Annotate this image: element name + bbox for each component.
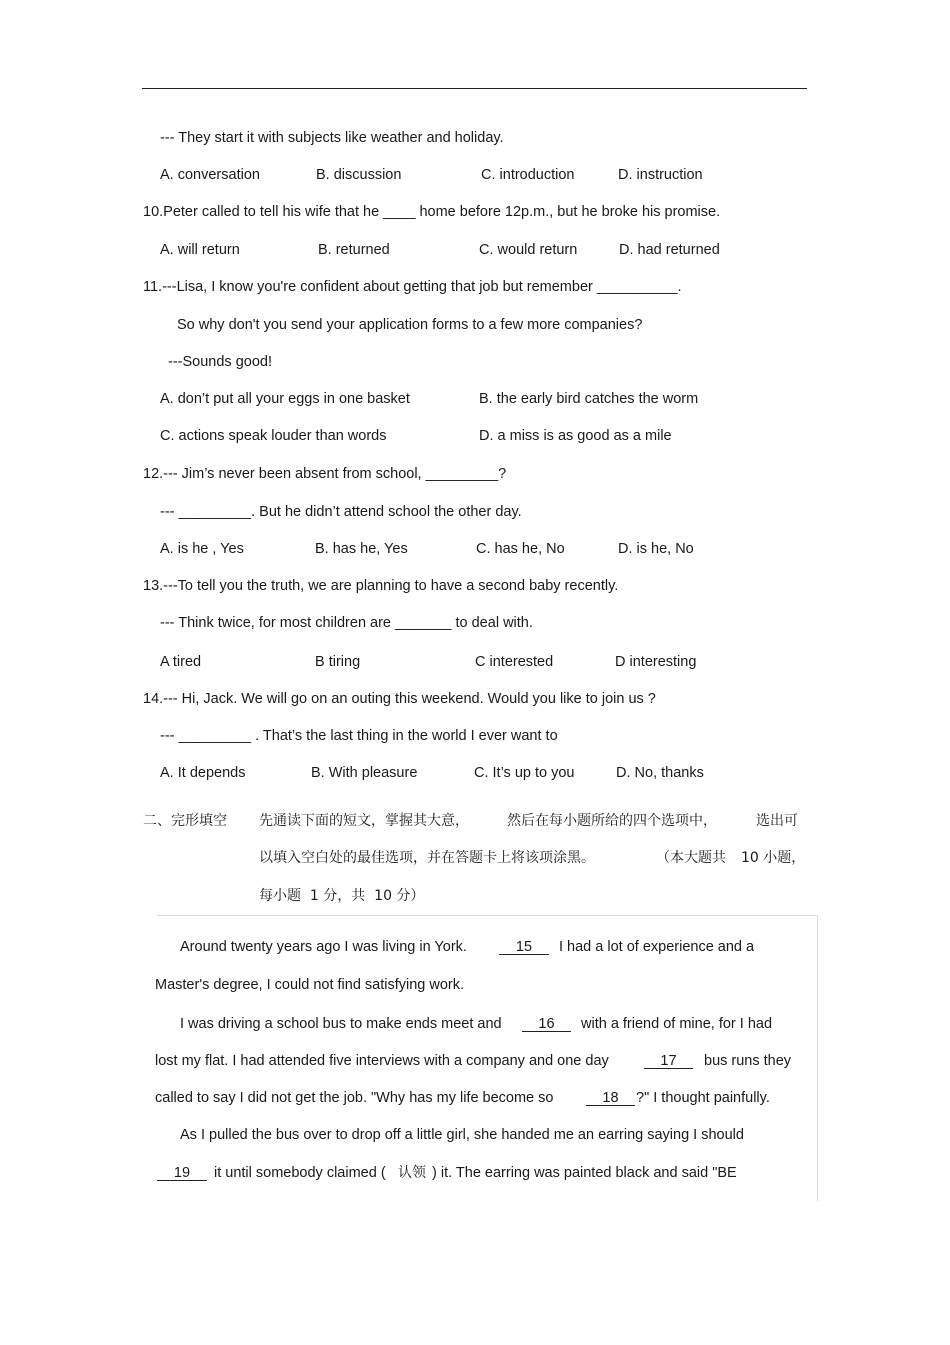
header-rule xyxy=(142,88,807,89)
passage-p2-c: lost my flat. I had attended five interviews with a company and one day xyxy=(155,1053,609,1069)
q10-option-b: B. returned xyxy=(318,242,390,258)
section2-instruction-1a: 先通读下面的短文，掌握其大意， xyxy=(259,813,469,829)
q11-line2: So why don't you send your application forms to a few more companies? xyxy=(177,317,643,333)
blank-18-number: 18 xyxy=(586,1091,635,1106)
blank-19-number: 19 xyxy=(157,1166,207,1181)
q11-option-a: A. don’t put all your eggs in one basket xyxy=(160,391,410,407)
q11-line3: ---Sounds good! xyxy=(168,354,272,370)
q9-stem: --- They start it with subjects like weather and holiday. xyxy=(160,130,504,146)
section2-instruction-1c: 选出可 xyxy=(756,813,798,829)
q14-option-d: D. No, thanks xyxy=(616,765,704,781)
q12-option-c: C. has he, No xyxy=(476,541,565,557)
section2-instruction-1b: 然后在每小题所给的四个选项中， xyxy=(507,813,717,829)
q9-option-b: B. discussion xyxy=(316,167,402,183)
section2-instruction-2c: 10 小题， xyxy=(741,850,806,866)
q12-line2: --- _________. But he didn’t attend school the other day. xyxy=(160,504,522,520)
passage-p1-b: I had a lot of experience and a xyxy=(559,939,755,955)
section2-label: 二、完形填空 xyxy=(143,813,227,829)
q9-option-a: A. conversation xyxy=(160,167,260,183)
q12-stem: 12.--- Jim’s never been absent from school, _________? xyxy=(143,466,507,482)
passage-p3-a: As I pulled the bus over to drop off a little girl, she handed me an earring saying I should xyxy=(180,1127,744,1143)
q13-option-a: A tired xyxy=(160,654,202,670)
q14-option-c: C. It’s up to you xyxy=(474,765,575,781)
passage-p1-a: Around twenty years ago I was living in York. xyxy=(180,939,467,955)
q10-option-c: C. would return xyxy=(479,242,578,258)
blank-17-number: 17 xyxy=(644,1054,693,1069)
passage-p2-f: ?" I thought painfully. xyxy=(636,1090,770,1106)
passage-p1-c: Master's degree, I could not find satisfying work. xyxy=(155,977,465,993)
q13-option-b: B tiring xyxy=(315,654,361,670)
q9-option-d: D. instruction xyxy=(618,167,703,183)
q13-stem: 13.---To tell you the truth, we are planning to have a second baby recently. xyxy=(143,578,619,594)
passage-p3-b: it until somebody claimed ( xyxy=(214,1165,386,1181)
blank-19 xyxy=(157,1164,207,1182)
passage-p2-d: bus runs they xyxy=(704,1053,792,1069)
section2-instruction-2b: （本大题共 xyxy=(656,850,726,866)
q14-stem: 14.--- Hi, Jack. We will go on an outing this weekend. Would you like to join us ? xyxy=(143,691,656,707)
blank-16-number: 16 xyxy=(522,1017,571,1032)
q14-line2: --- _________ . That’s the last thing in the world I ever want to xyxy=(160,728,558,744)
passage-p3-c: ) it. The earring was painted black and said "BE xyxy=(432,1165,737,1181)
blank-15-number: 15 xyxy=(499,940,549,955)
q12-option-b: B. has he, Yes xyxy=(315,541,408,557)
passage-p2-e: called to say I did not get the job. "Why has my life become so xyxy=(155,1090,554,1106)
q10-stem: 10.Peter called to tell his wife that he ____ home before 12p.m., but he broke his promise. xyxy=(143,204,721,220)
q11-option-b: B. the early bird catches the worm xyxy=(479,391,699,407)
q10-option-a: A. will return xyxy=(160,242,240,258)
q10-option-d: D. had returned xyxy=(619,242,720,258)
passage-p3-chinese-gloss: 认领 xyxy=(398,1165,426,1181)
blank-17 xyxy=(644,1052,693,1070)
q14-option-b: B. With pleasure xyxy=(311,765,418,781)
passage-p2-b: with a friend of mine, for I had xyxy=(581,1016,773,1032)
q12-option-d: D. is he, No xyxy=(618,541,694,557)
blank-15 xyxy=(499,938,549,956)
blank-18 xyxy=(586,1089,635,1107)
q11-option-c: C. actions speak louder than words xyxy=(160,428,387,444)
section2-instruction-2a: 以填入空白处的最佳选项，并在答题卡上将该项涂黑。 xyxy=(259,850,595,866)
blank-16 xyxy=(522,1015,571,1033)
q13-line2: --- Think twice, for most children are _______ to deal with. xyxy=(160,615,533,631)
section2-instruction-3: 每小题 1 分，共 10 分） xyxy=(259,888,425,904)
q14-option-a: A. It depends xyxy=(160,765,246,781)
q11-stem: 11.---Lisa, I know you're confident about getting that job but remember __________. xyxy=(143,279,682,295)
q11-option-d: D. a miss is as good as a mile xyxy=(479,428,672,444)
passage-p2-a: I was driving a school bus to make ends meet and xyxy=(180,1016,502,1032)
q9-option-c: C. introduction xyxy=(481,167,575,183)
q13-option-d: D interesting xyxy=(615,654,697,670)
q13-option-c: C interested xyxy=(475,654,554,670)
q12-option-a: A. is he , Yes xyxy=(160,541,244,557)
